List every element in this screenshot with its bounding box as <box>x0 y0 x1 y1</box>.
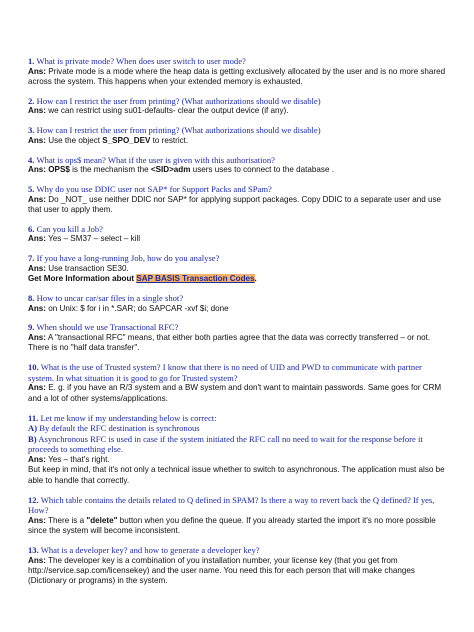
answer-text: The developer key is a combination of you installation number, your license key (that you get from http://service.sap.com/licensekey) and the user name. You need this for each person that will make changes (Dictionary or programs) in the system. <box>28 555 415 586</box>
option-label: B) <box>28 433 37 444</box>
answer-bold-object: S_SPO_DEV <box>102 135 151 145</box>
question-number: 1. <box>28 56 35 66</box>
answer-label: Ans: <box>28 303 46 313</box>
question-9 <box>28 322 448 333</box>
answer-label: Ans: <box>28 263 46 273</box>
answer-label: Ans: <box>28 66 46 76</box>
option-b <box>28 434 448 455</box>
answer-text: There is a <box>48 515 87 525</box>
question-number: 3. <box>28 125 35 136</box>
question-5 <box>28 184 448 195</box>
question-8 <box>28 293 448 304</box>
qa-item-12 <box>28 495 448 537</box>
qa-item-1 <box>28 56 448 87</box>
answer-label: Ans: <box>28 194 46 204</box>
question-text: Why do you use DDIC user not SAP* for Support Packs and SPam? <box>36 183 272 194</box>
option-text: Asynchronous RFC is used in case if the system initiated the RFC call no need to wait for the response before it proceeds to something else. <box>28 433 423 455</box>
answer-5 <box>28 195 448 216</box>
qa-item-3 <box>28 125 448 146</box>
answer-text: Yes – SM37 – select – kill <box>48 234 141 244</box>
question-text: Which table contains the details related to Q defined in SPAM? Is there a way to revert back the Q defined? If yes, How? <box>28 494 435 516</box>
question-text: Let me know if my understanding below is correct: <box>40 412 217 423</box>
answer-label: Ans: <box>28 165 46 175</box>
option-label: A) <box>28 423 38 434</box>
answer-text: Use the object <box>48 135 103 145</box>
answer-label: Ans: <box>28 383 46 393</box>
question-text: How can I restrict the user from printing? (What authorizations should we disable) <box>36 95 321 106</box>
question-text: What is a developer key? and how to generate a developer key? <box>40 544 260 555</box>
question-10 <box>28 362 448 383</box>
question-text: If you have a long-running Job, how do you analyse? <box>36 253 220 264</box>
option-text: By default the RFC destination is synchronous <box>39 423 200 434</box>
answer-4 <box>28 165 448 175</box>
answer-10 <box>28 383 448 404</box>
qa-item-5 <box>28 184 448 215</box>
qa-item-4 <box>28 155 448 176</box>
question-4 <box>28 155 448 166</box>
question-number: 5. <box>28 183 35 194</box>
answer-bold-ops: OPS$ <box>48 165 70 175</box>
answer-text-tail: button when you define the queue. If you already started the import it's no more possible since the system will become inconsistent. <box>28 515 436 536</box>
question-6 <box>28 224 448 235</box>
qa-item-13 <box>28 545 448 587</box>
question-number: 4. <box>28 154 35 165</box>
answer-label: Ans: <box>28 106 46 116</box>
question-text: How can I restrict the user from printing? (What authorizations should we disable) <box>36 125 321 136</box>
answer-2 <box>28 106 448 116</box>
answer-8 <box>28 304 448 314</box>
question-number: 9. <box>28 322 35 333</box>
answer-text-tail: to restrict. <box>150 135 189 145</box>
question-text: Can you kill a Job? <box>36 223 103 234</box>
qa-item-2 <box>28 96 448 117</box>
answer-6 <box>28 234 448 244</box>
question-text: What is the use of Trusted system? I know that there is no need of UID and PWD to communicate with partner system. In what situation it is good to go for Trusted system? <box>28 362 422 383</box>
question-number: 6. <box>28 223 35 234</box>
answer-label: Ans: <box>28 454 46 464</box>
more-info-text: Get More Information about <box>28 274 137 284</box>
qa-item-6 <box>28 224 448 245</box>
qa-item-11 <box>28 413 448 487</box>
question-text: When should we use Transactional RFC? <box>36 322 179 333</box>
answer-bold-delete: "delete" <box>86 515 118 525</box>
question-7 <box>28 253 448 264</box>
qa-item-10 <box>28 362 448 404</box>
answer-11 <box>28 455 448 465</box>
question-number: 10. <box>28 362 39 373</box>
transaction-codes-link[interactable]: SAP BASIS Transaction Codes <box>136 274 255 284</box>
question-2 <box>28 96 448 107</box>
answer-text: E. g. if you have an R/3 system and a BW system and don't want to maintain passwords. Same goes for CRM and a lot of other systems/applications. <box>28 383 442 403</box>
answer-7 <box>28 264 448 274</box>
answer-13 <box>28 556 448 587</box>
answer-text: is the mechanism the <box>69 165 151 175</box>
qa-item-7 <box>28 253 448 284</box>
answer-label: Ans: <box>28 555 46 565</box>
question-number: 11. <box>28 412 39 423</box>
answer-label: Ans: <box>28 234 46 244</box>
answer-label: Ans: <box>28 135 46 145</box>
question-number: 8. <box>28 292 35 303</box>
answer-label: Ans: <box>28 515 46 525</box>
question-12 <box>28 495 448 516</box>
question-number: 13. <box>28 544 39 555</box>
answer-text: Do _NOT_ use neither DDIC nor SAP* for applying support packages. Copy DDIC to a separate user and use that user to apply them. <box>28 194 441 214</box>
answer-text: Use transaction SE30. <box>48 263 129 273</box>
answer-1 <box>28 67 448 88</box>
answer-3 <box>28 136 448 146</box>
answer-text-tail: users uses to connect to the database . <box>190 165 334 175</box>
question-11 <box>28 413 448 424</box>
qa-item-9 <box>28 322 448 353</box>
question-number: 2. <box>28 95 35 106</box>
question-13 <box>28 545 448 556</box>
question-1 <box>28 56 448 67</box>
question-3 <box>28 125 448 136</box>
answer-text: A "transactional RFC" means, that either both parties agree that the data was correctly transferred – or not. There is no "half data transfer". <box>28 332 431 353</box>
answer-9 <box>28 333 448 354</box>
qa-item-8 <box>28 293 448 314</box>
answer-text: But keep in mind, that it's not only a technical issue whether to switch to asynchronous. The application must also be able to handle that correctly. <box>28 465 445 485</box>
question-text: What is ops$ mean? What if the user is given with this authorisation? <box>36 154 275 165</box>
answer-text: Private mode is a mode where the heap data is getting exclusively allocated by the user and is no more shared across the system. This happens when your extended memory is exhausted. <box>28 66 446 86</box>
answer-text: on Unix: $ for i in *.SAR; do SAPCAR -xvf $i; done <box>48 303 229 313</box>
answer-11-extra <box>28 465 448 486</box>
question-text: How to uncar car/sar files in a single shot? <box>36 292 184 303</box>
option-a <box>28 423 448 434</box>
more-info-line <box>28 274 448 284</box>
answer-label: Ans: <box>28 332 46 342</box>
question-number: 7. <box>28 253 35 264</box>
answer-bold-sidadm: <SID>adm <box>150 165 191 175</box>
question-text: What is private mode? When does user switch to user mode? <box>36 56 246 66</box>
more-info-period: . <box>254 274 257 284</box>
question-number: 12. <box>28 494 39 505</box>
answer-text: Yes – that's right. <box>48 454 110 464</box>
answer-text: we can restrict using su01-defaults- clear the output device (if any). <box>48 106 289 116</box>
answer-12 <box>28 516 448 537</box>
